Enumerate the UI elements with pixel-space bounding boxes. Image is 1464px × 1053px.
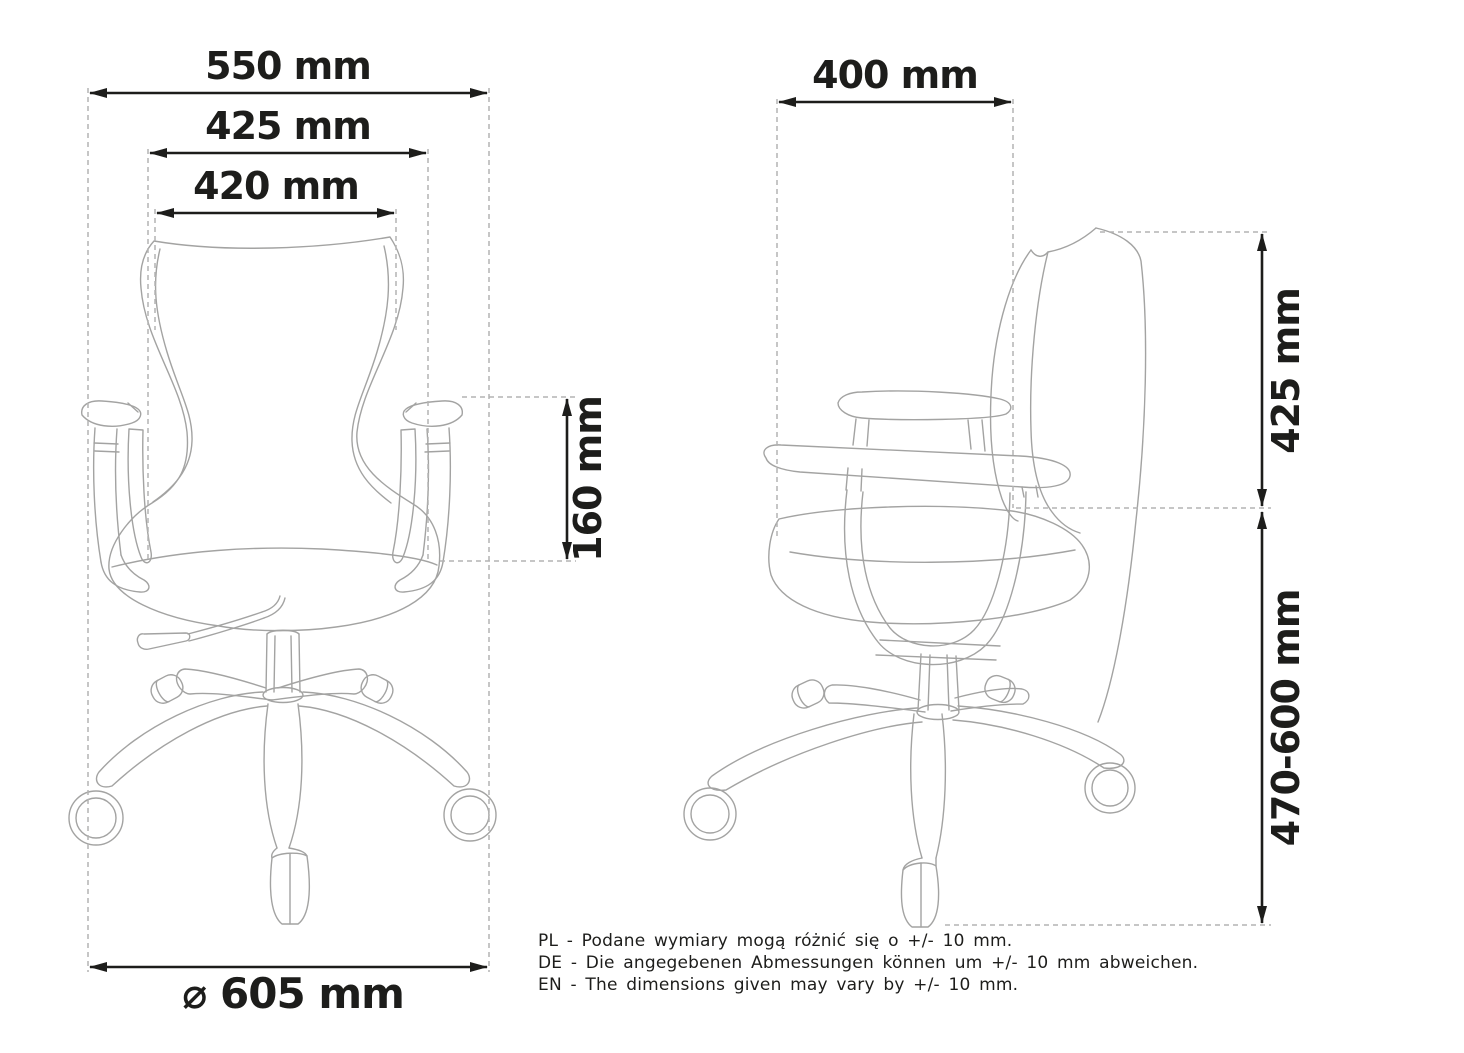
front-lever bbox=[137, 596, 285, 649]
dim-overall-width bbox=[90, 44, 487, 93]
caster-wheel-inner bbox=[76, 798, 116, 838]
dim-backrest-height bbox=[1262, 234, 1308, 506]
backrest-back-edge bbox=[1096, 228, 1146, 722]
caster-wheel-inner bbox=[1092, 770, 1128, 806]
note-pl: PL - Podane wymiary mogą różnić się o +/- 10 mm. bbox=[538, 931, 1013, 951]
caster-wheel bbox=[69, 791, 123, 845]
armrest-post-front-b bbox=[116, 429, 121, 555]
base-leg-back-left bbox=[177, 669, 272, 700]
lever-elbow bbox=[262, 596, 285, 618]
note-en: EN - The dimensions given may vary by +/- 10 mm. bbox=[538, 975, 1019, 995]
front-seat-crease bbox=[112, 548, 437, 567]
dim-armrest-height-label: 160 mm bbox=[566, 396, 610, 562]
armrest-far-blade bbox=[764, 445, 1070, 488]
tolerance-notes bbox=[538, 931, 1198, 995]
column-top bbox=[267, 630, 299, 634]
caster-wheel bbox=[444, 789, 496, 841]
side-backrest bbox=[990, 228, 1145, 722]
caster-back-left bbox=[788, 676, 827, 711]
front-backrest-seat-outline bbox=[109, 237, 440, 631]
side-seat bbox=[769, 506, 1089, 660]
base-leg-back-small-right bbox=[951, 688, 1029, 711]
front-base bbox=[69, 669, 496, 924]
caster-front bbox=[901, 858, 938, 927]
armrest-post-front-a bbox=[443, 428, 450, 562]
dim-backrest-height-label: 425 mm bbox=[1264, 288, 1308, 454]
base-leg-left bbox=[97, 692, 267, 787]
extension-lines bbox=[88, 88, 1271, 972]
caster-front bbox=[270, 848, 309, 924]
armrest-prong bbox=[393, 429, 416, 563]
dim-backrest-width bbox=[157, 164, 394, 213]
side-view-drawing bbox=[684, 228, 1146, 927]
caster-wheel-front bbox=[901, 863, 938, 927]
caster-wheel bbox=[684, 788, 736, 840]
backrest-top-notch bbox=[1031, 228, 1096, 256]
armrest-near-pad bbox=[838, 391, 1011, 420]
side-base bbox=[684, 672, 1135, 927]
front-armrest-left bbox=[82, 401, 152, 592]
caster-wheel-inner bbox=[691, 795, 729, 833]
armrest-blade-posts bbox=[846, 468, 1038, 497]
dim-backrest-width-label: 420 mm bbox=[193, 164, 359, 208]
base-leg-front-left bbox=[708, 708, 922, 790]
seat-crease bbox=[790, 550, 1075, 562]
front-backrest-bolster-left bbox=[153, 249, 192, 502]
backrest-cushion-line bbox=[1031, 252, 1080, 533]
front-view-drawing bbox=[69, 237, 496, 924]
armrest-foot bbox=[395, 555, 443, 592]
dim-seat-width bbox=[150, 104, 426, 153]
note-de: DE - Die angegebenen Abmessungen können um +/- 10 mm abweichen. bbox=[538, 953, 1199, 973]
dim-seat-width-label: 425 mm bbox=[205, 104, 371, 148]
seat-outline bbox=[769, 506, 1089, 623]
dim-base-diameter bbox=[90, 967, 487, 1018]
caster-wheel-inner bbox=[451, 796, 489, 834]
base-leg-front bbox=[911, 714, 946, 858]
armrest-pad bbox=[82, 401, 141, 426]
armrest-pad bbox=[403, 401, 462, 426]
dim-overall-width-label: 550 mm bbox=[205, 44, 371, 88]
front-gas-column bbox=[263, 630, 303, 702]
armrest-pad-posts bbox=[853, 419, 985, 451]
dim-seat-height-range-label: 470-600 mm bbox=[1264, 589, 1308, 847]
dim-seat-depth bbox=[779, 53, 1011, 102]
lever-handle bbox=[137, 633, 189, 649]
dim-base-diameter-label: ⌀ 605 mm bbox=[182, 969, 404, 1018]
dim-armrest-height bbox=[566, 396, 610, 562]
dim-seat-height-range bbox=[1262, 512, 1308, 923]
base-leg-back-right bbox=[272, 669, 367, 700]
base-leg-right bbox=[299, 692, 469, 787]
dim-seat-depth-label: 400 mm bbox=[812, 53, 978, 97]
base-leg-back-right bbox=[953, 706, 1124, 768]
backrest-front-edge bbox=[990, 250, 1031, 521]
front-backrest-bolster-right bbox=[352, 246, 391, 503]
armrest-post-front-a bbox=[94, 428, 101, 562]
base-leg-front bbox=[264, 704, 302, 848]
